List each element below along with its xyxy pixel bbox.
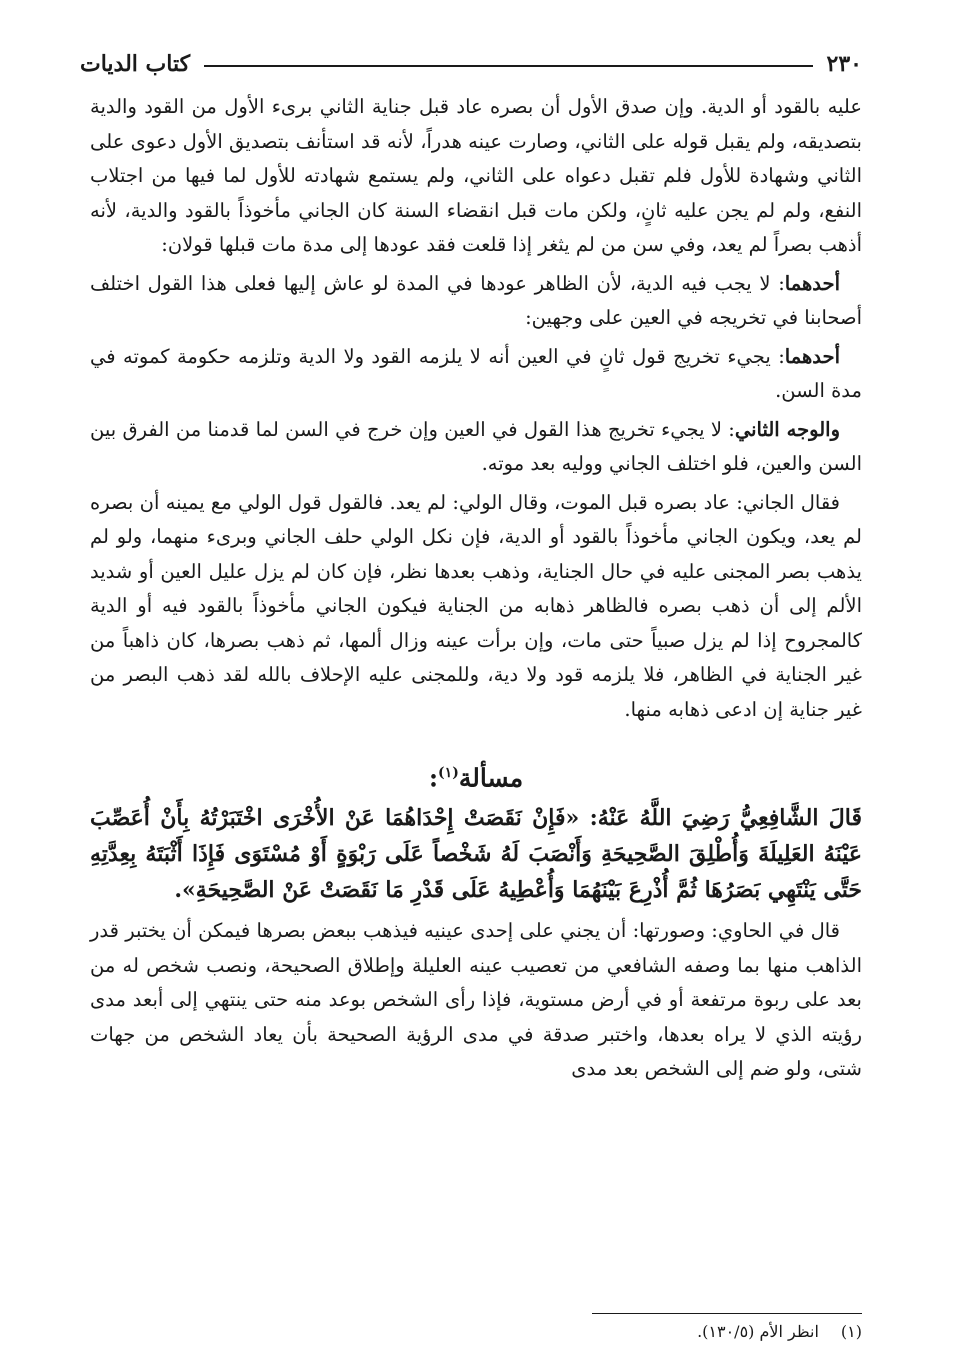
paragraph-2-lead: أحدهما (784, 271, 840, 295)
section-heading-text: مسألة (458, 763, 524, 793)
paragraph-6: قال في الحاوي: وصورتها: أن يجني على إحدى عينيه فيذهب ببعض بصرها فيمكن أن يختبر قدر الذاهب منها بما وصفه الشافعي من تعصيب عينه العليلة وإطلاق الصحيحة، ونصب شخص له من بعد على ربوة مرتفعة أو في أرض مستوية، فإذا رأى الشخص بوعد منه حتى ينتهي إلى أبعد مدى رؤيته الذي لا يراه بعدها، واختبر صدقة في مدى الرؤية الصحيحة بأن يعاد الشخص من جهات شتى، ولو ضم إلى الشخص بعد مدى (90, 919, 862, 1081)
section-heading (90, 755, 862, 796)
paragraph-4 (90, 413, 862, 482)
paragraph-1: عليه بالقود أو الدية. وإن صدق الأول أن بصره عاد قبل جناية الثاني برىء الأول من القود والدية بتصديقه، ولم يقبل قوله على الثاني، وصارت عينه هدراً، لأنه قد استأنف بتصديق الأول دعوى على الثاني وشهادة للأول فلم تقبل دعواه على الثاني، ولم يستمع شهادته للأول لما فيها من اجتلاب النفع، ولم لم يجن عليه ثانٍ، ولكن مات قبل انقضاء السنة كان الجاني مأخوذاً بالقود والدية، لأنه أذهب بصراً لم يعد، وفي سن من لم يثغر إذا قلعت فقد عودها إلى مدة مات قبلها قولان: (90, 95, 862, 256)
paragraph-2 (90, 267, 862, 336)
paragraph-3 (90, 340, 862, 409)
paragraph-3-lead: أحدهما (784, 344, 840, 368)
footnote-marker: (١) (840, 1322, 862, 1341)
paragraph-2-text: : لا يجب فيه الدية، لأن الظاهر عودها في المدة لو عاش إليها فعلى هذا القول اختلف أصحابنا في تخريجه في العين على وجهين: (90, 271, 862, 329)
running-header (80, 44, 862, 84)
paragraph-3-text: : يجيء تخريج قول ثانٍ في العين أنه لا يلزمه القود ولا الدية وتلزمه حكومة كموته في مدة السن. (90, 344, 862, 402)
footnote (697, 1322, 862, 1341)
footnote-text: انظر الأم (١٣٠/٥). (697, 1322, 819, 1341)
page-body (90, 90, 862, 1087)
page-number: ٢٣٠ (826, 51, 862, 77)
footnote-rule (592, 1313, 862, 1314)
paragraph-4-lead: والوجه الثاني (734, 417, 840, 441)
section-heading-colon: : (428, 763, 439, 793)
footnote-reference: (١) (438, 765, 459, 781)
shafii-quote: قَالَ الشَّافِعِيُّ رَضِيَ اللَّهُ عَنْهُ: «فَإِنْ نَقَصَتْ إِحْدَاهُمَا عَنْ الأُخْرَى اخْتَبَرْتُهُ بِأَنْ أُعَصِّبَ عَيْنَهُ العَلِيلَةَ وَأُطْلِقَ الصَّحِيحَةِ وَأَنْصَبَ لَهُ شَخْصاً عَلَى رَبْوَةٍ أَوْ مُسْتَوَى فَإِذَا أَثْبَتَهُ بِعِدَّتِهِ حَتَّى يَنْتَهِي بَصَرُهَا ثُمَّ أُذْرِعَ بَيْنَهُمَا وَأُعْطِيهُ عَلَى قَدْرِ مَا نَقَصَتْ عَنْ الصَّحِيحَةِ». (90, 805, 862, 904)
paragraph-5: فقال الجاني: عاد بصره قبل الموت، وقال الولي: لم يعد. فالقول قول الولي مع يمينه أن بصره لم يعد، ويكون الجاني مأخوذاً بالقود أو الدية، فإن نكل الولي حلف الجاني وبرىء منهما، ولو لم يذهب بصر المجنى عليه في حال الجناية، وذهب بعدها نظر، فإن كان لم يزل عليل العين أو شديد الألم إلى أن ذهب بصره فالظاهر ذهابه من الجناية فيكون الجاني مأخوذاً بالقود فيه أو الدية كالمجروح إذا لم يزل صبياً حتى مات، وإن برأت عينه وزال ألمها، ثم ذهب بصرها، كان ذاهباً من غير الجناية في الظاهر، فلا يلزمه قود ولا دية، وللمجنى عليه الإحلاف بالله لقد ذهب البصر من غير جناية إن ادعى ذهابه منها. (90, 490, 862, 721)
paragraph-4-text: : لا يجيء تخريج هذا القول في العين وإن خرج في السن لما قدمنا من الفرق بين السن والعين، فلو اختلف الجاني ووليه بعد موته. (90, 417, 862, 475)
book-title: كتاب الديات (80, 51, 191, 77)
header-rule (204, 65, 812, 67)
